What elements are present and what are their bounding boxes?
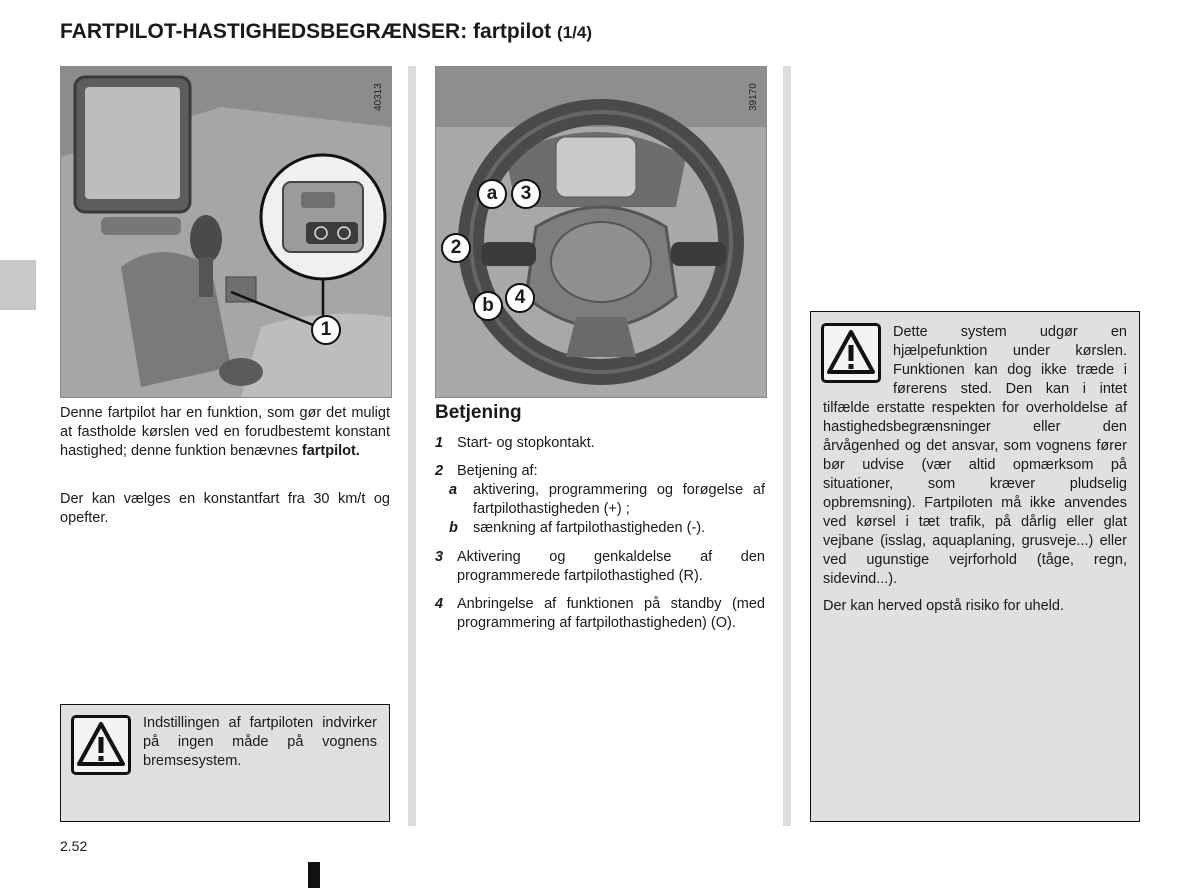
callout-4: 4 (505, 283, 535, 313)
intro-text: Denne fartpilot har en funktion, som gør det muligt at fastholde kørslen ved en forudbestemt konstant hastighed; denne funktion benævnes (60, 405, 390, 459)
column-divider (783, 66, 791, 826)
figure-steering-wheel (435, 66, 767, 398)
page-number: 2.52 (60, 838, 88, 854)
section-heading: Betjening (435, 402, 522, 423)
page-marker-bar (308, 862, 320, 888)
item-number: 3 (435, 549, 444, 565)
page-title (60, 20, 592, 44)
steering-wheel-illustration (436, 67, 766, 397)
callout-b: b (473, 291, 503, 321)
figure-number: 40313 (373, 83, 384, 111)
page-part-indicator: (1/4) (557, 23, 592, 42)
warning-paragraph-1: Dette system udgør en hjælpefunktion under kørslen. Funktionen kan dog ikke træde i førerens sted. Den kan i intet tilfælde erstatte respekten for overholdelse af hastighedsbegrænsninger eller den årvågenhed og det ansvar, som vognens fører bør udvise (vær altid opmærksom på situationer, som kræver pludselig opbremsning). Fartpiloten må ikke anvendes ved kørsel i tæt trafik, på dårlig eller glat vejbane (isslag, aquaplaning, grusveje...) eller ved ugunstige vejrforhold (tåge, regn, sidevind...). (823, 324, 1127, 587)
sub-list-item (449, 481, 765, 519)
item-number: 1 (435, 435, 444, 451)
page-title-text: FARTPILOT-HASTIGHEDSBEGRÆNSER: fartpilot (60, 20, 552, 43)
callout-a: a (477, 179, 507, 209)
item-text: sænkning af fartpilothastigheden (-). (473, 520, 706, 536)
item-text: Aktivering og genkaldelse af den programmerede fartpilothastighed (R). (457, 549, 765, 584)
item-number: 4 (435, 596, 444, 612)
list-item (435, 434, 765, 453)
intro-paragraph (60, 404, 390, 461)
column-divider (408, 66, 416, 826)
figure-number: 39170 (748, 83, 759, 111)
sub-list-item (449, 519, 765, 538)
warning-text-system (823, 323, 1127, 616)
item-letter: b (449, 520, 458, 536)
item-text: Anbringelse af funktionen på standby (med programmering af fartpilothastigheden) (O). (457, 596, 765, 631)
callout-1: 1 (311, 315, 341, 345)
warning-paragraph-2: Der kan herved opstå risiko for uheld. (823, 598, 1064, 614)
warning-box-system (810, 311, 1140, 822)
item-text: Start- og stopkontakt. (457, 435, 595, 451)
item-text: aktivering, programmering og forøgelse af fartpilothastigheden (+) ; (473, 482, 765, 517)
section-tab (0, 260, 36, 310)
icon-spacer (823, 323, 893, 389)
list-item (435, 462, 765, 481)
item-letter: a (449, 482, 458, 498)
list-item (435, 595, 765, 652)
item-number: 2 (435, 463, 444, 479)
list-item (435, 548, 765, 586)
intro-bold-term: fartpilot. (301, 443, 360, 459)
item-text: Betjening af: (457, 463, 538, 479)
console-illustration (61, 67, 391, 397)
figure-console (60, 66, 392, 398)
warning-triangle-icon (71, 715, 131, 775)
speed-paragraph: Der kan vælges en konstantfart fra 30 km/t og opefter. (60, 491, 390, 526)
warning-box-brakes (60, 704, 390, 822)
warning-text-brakes: Indstillingen af fartpiloten indvirker på ingen måde på vognens bremsesystem. (143, 715, 377, 769)
callout-2: 2 (441, 233, 471, 263)
callout-3: 3 (511, 179, 541, 209)
